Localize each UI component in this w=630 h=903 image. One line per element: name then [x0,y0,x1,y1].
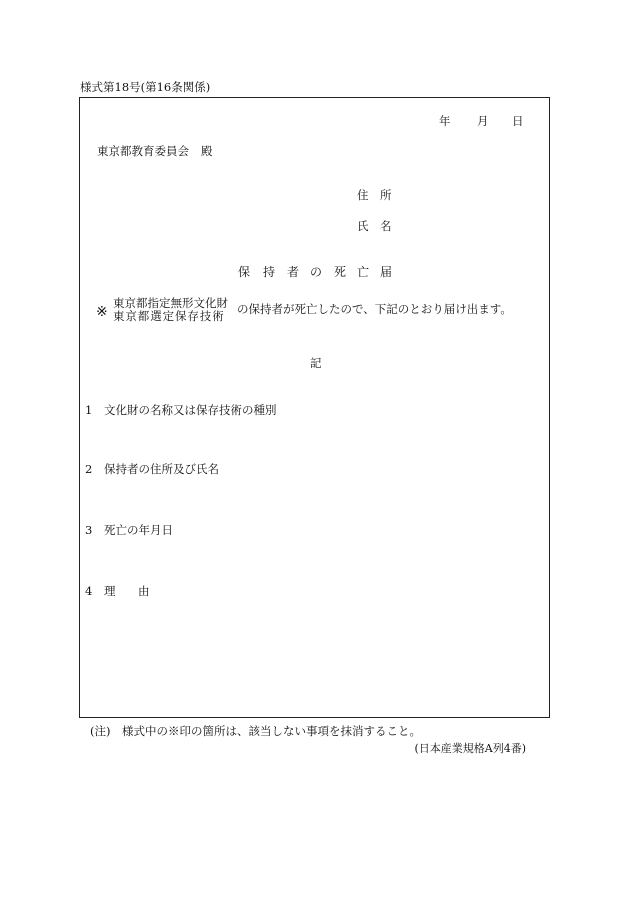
title-char-7: 届 [380,265,393,279]
designation-option-selected: 東京都選定保存技術 [113,309,225,323]
addressee-name: 東京都教育委員会 [97,144,189,158]
item-2-label: 保持者の住所及び氏名 [104,462,219,476]
title-char-3: 者 [287,265,300,279]
form-number: 様式第18号(第16条関係) [80,80,211,94]
item-4-label-char-1: 理 [104,584,116,598]
name-label-char-1: 氏 [357,219,369,233]
item-3-number: 3 [85,523,93,537]
title-char-6: 亡 [357,265,370,279]
item-1-label: 文化財の名称又は保存技術の種別 [104,403,277,417]
reference-mark: ※ [96,304,108,320]
date-year-label: 年 [439,114,451,128]
addressee-honorific: 殿 [201,144,213,158]
ki-heading: 記 [310,356,322,370]
item-4-label-char-2: 由 [138,584,150,598]
body-sentence: の保持者が死亡したので、下記のとおり届け出ます。 [237,302,512,316]
item-2-number: 2 [85,462,93,476]
date-day-label: 日 [512,114,524,128]
title-char-2: 持 [263,265,276,279]
designation-options [113,297,228,323]
address-label-char-1: 住 [357,188,369,202]
item-1-number: 1 [85,403,93,417]
date-month-label: 月 [477,114,489,128]
title-char-5: 死 [334,265,347,279]
item-3-label: 死亡の年月日 [104,523,173,537]
address-label-char-2: 所 [380,188,392,202]
name-label-char-2: 名 [380,219,392,233]
title-char-4: の [310,265,323,279]
title-char-1: 保 [238,265,251,279]
footnote: (注) 様式中の※印の箇所は、該当しない事項を抹消すること。 [90,724,421,738]
paper-standard: (日本産業規格A列4番) [414,742,526,755]
item-4-number: 4 [85,584,93,598]
designation-option-designated: 東京都指定無形文化財 [113,296,228,310]
